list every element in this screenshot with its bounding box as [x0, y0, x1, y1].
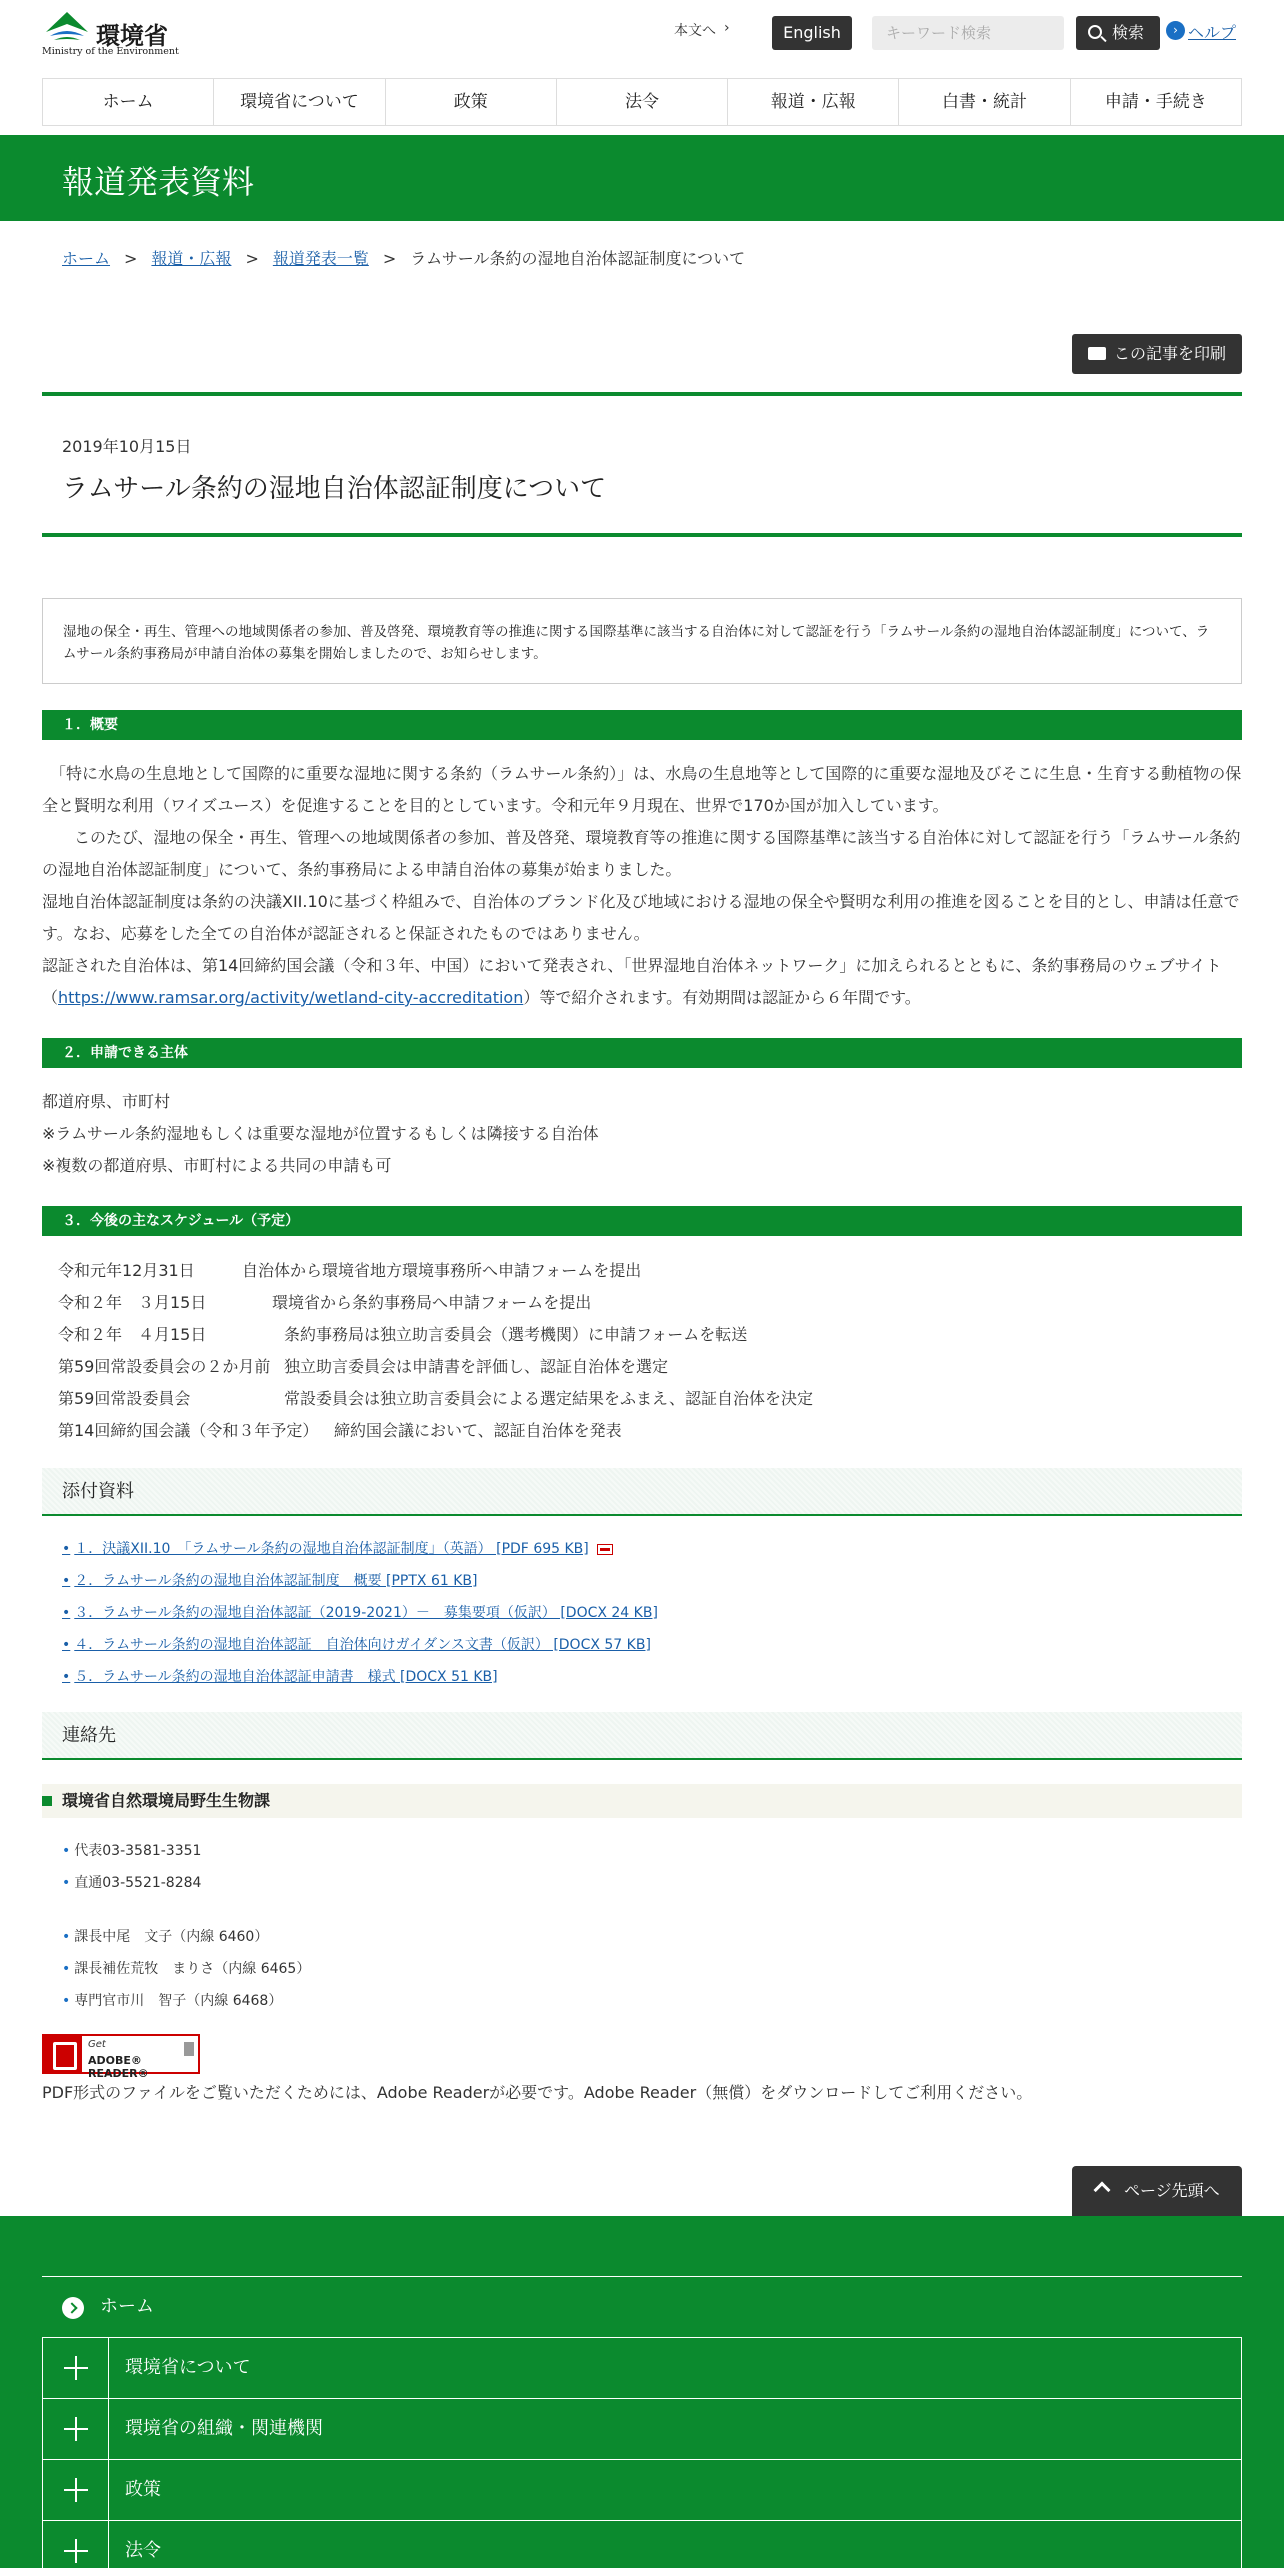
contact-heading: 連絡先: [42, 1712, 1242, 1760]
section-heading-schedule: ３．今後の主なスケジュール（予定）: [42, 1206, 1242, 1236]
schedule-when: 第14回締約国会議（令和３年予定）: [58, 1421, 319, 1440]
plus-icon[interactable]: [43, 2338, 109, 2398]
logo-english: Ministry of the Environment: [42, 46, 179, 57]
breadcrumb-separator: >: [245, 249, 259, 268]
printer-icon: [1088, 347, 1106, 360]
footer-item-policy[interactable]: [42, 2460, 1242, 2521]
plus-icon[interactable]: [43, 2460, 109, 2520]
schedule-when: 第59回常設委員会の２か月前: [58, 1357, 271, 1376]
help-link[interactable]: [1166, 20, 1236, 43]
contact-phone: • 直通03-5521-8284: [62, 1872, 201, 1892]
attachment-link[interactable]: • ５．ラムサール条約の湿地自治体認証申請書 様式 [DOCX 51 KB]: [62, 1666, 498, 1686]
leaf-logo-icon: [42, 10, 92, 46]
search-input[interactable]: [872, 16, 1064, 50]
footer-home-label: ホーム: [100, 2296, 154, 2317]
schedule-when: 令和元年12月31日: [58, 1261, 195, 1280]
breadcrumb-press[interactable]: 報道・広報: [151, 249, 232, 268]
eligible-line: ※複数の都道府県、市町村による共同の申請も可: [42, 1156, 392, 1175]
eligible-text: [42, 1086, 1242, 1182]
section-heading-eligible: ２．申請できる主体: [42, 1038, 1242, 1068]
overview-text: [42, 758, 1242, 1014]
chevron-circle-icon: [62, 2297, 84, 2319]
nav-item-about[interactable]: 環境省について: [213, 79, 384, 125]
overview-paragraph: [42, 950, 1242, 1014]
skip-to-content-link[interactable]: 本文へ: [674, 23, 716, 39]
search-button[interactable]: [1076, 16, 1160, 50]
attachment-label: １．決議XII.10 「ラムサール条約の湿地自治体認証制度」（英語） [PDF 695 KB]: [74, 1541, 589, 1557]
overview-text-part: 認証された自治体は、第14回締約国会議（令和３年、中国）において発表され、「世界湿地自治体ネットワーク」に加えられるとともに、条約事務局のウェブサイト（: [42, 956, 1222, 1007]
download-icon: [184, 2042, 194, 2056]
footer-item-label: 環境省の組織・関連機関: [125, 2418, 323, 2439]
schedule-row: [58, 1418, 622, 1441]
footer-nav: [42, 2276, 1242, 2568]
nav-item-home[interactable]: ホーム: [42, 79, 213, 125]
contact-phone: • 代表03-3581-3351: [62, 1840, 201, 1860]
page-top-label: ページ先頭へ: [1124, 2181, 1220, 2200]
breadcrumb-separator: >: [382, 249, 397, 268]
page-top-button[interactable]: [1072, 2166, 1242, 2216]
schedule-when: 第59回常設委員会: [58, 1389, 191, 1408]
schedule-what: 環境省から条約事務局へ申請フォームを提出: [272, 1293, 592, 1312]
logo-name: 環境省: [96, 21, 168, 50]
nav-item-stats[interactable]: 白書・統計: [898, 79, 1069, 125]
schedule-row: [58, 1386, 813, 1409]
nav-item-law[interactable]: 法令: [556, 79, 727, 125]
site-logo[interactable]: [42, 10, 182, 58]
footer-item-label: 環境省について: [125, 2357, 251, 2378]
contact-org: 環境省自然環境局野生生物課: [42, 1784, 1242, 1818]
chevron-right-icon: ›: [724, 20, 730, 36]
page-banner: [0, 135, 1284, 221]
footer-item-law[interactable]: [42, 2521, 1242, 2568]
adobe-reader-text: ADOBE® READER®: [88, 2054, 149, 2080]
overview-text-part: ）等で紹介されます。有効期間は認証から６年間です。: [523, 988, 921, 1007]
attachments-heading: 添付資料: [42, 1468, 1242, 1516]
attachment-link[interactable]: [62, 1538, 613, 1558]
footer-item-label: 法令: [125, 2540, 161, 2561]
banner-title: 報道発表資料: [62, 163, 255, 201]
contact-staff: • 課長補佐荒牧 まりさ（内線 6465）: [62, 1958, 310, 1978]
divider: [42, 392, 1242, 396]
footer-item-about[interactable]: [42, 2338, 1242, 2399]
search-button-label: 検索: [1112, 23, 1145, 42]
nav-item-application[interactable]: 申請・手続き: [1070, 79, 1242, 125]
schedule-when: 令和２年 ４月15日: [58, 1325, 207, 1344]
schedule-when: 令和２年 ３月15日: [58, 1293, 207, 1312]
adobe-note: PDF形式のファイルをご覧いただくためには、Adobe Readerが必要です。Adobe Reader（無償）をダウンロードしてご利用ください。: [42, 2083, 1033, 2102]
chevron-circle-icon: ›: [1166, 21, 1185, 40]
print-label: この記事を印刷: [1114, 344, 1227, 363]
lead-box: 湿地の保全・再生、管理への地域関係者の参加、普及啓発、環境教育等の推進に関する国際基準に該当する自治体に対して認証を行う「ラムサール条約の湿地自治体認証制度」について、ラムサール条約事務局が申請自治体の募集を開始しましたので、お知らせします。: [42, 598, 1242, 684]
nav-item-policy[interactable]: 政策: [385, 79, 556, 125]
footer-home-link[interactable]: [42, 2276, 1242, 2338]
divider: [42, 533, 1242, 537]
article-date: 2019年10月15日: [62, 437, 192, 456]
help-label: ヘルプ: [1188, 23, 1237, 42]
overview-paragraph: 湿地自治体認証制度は条約の決議XII.10に基づく枠組みで、自治体のブランド化及び地域における湿地の保全や賢明な利用の推進を図ることを目的とし、申請は任意です。なお、応募をした全ての自治体が認証されると保証されたものではありません。: [42, 892, 1240, 943]
global-nav: [42, 78, 1242, 126]
contact-staff: • 課長中尾 文子（内線 6460）: [62, 1926, 268, 1946]
section-heading-overview: １．概要: [42, 710, 1242, 740]
contact-staff: • 専門官市川 智子（内線 6468）: [62, 1990, 282, 2010]
schedule-what: 自治体から環境省地方環境事務所へ申請フォームを提出: [242, 1261, 642, 1280]
plus-icon[interactable]: [43, 2521, 109, 2568]
ramsar-link[interactable]: https://www.ramsar.org/activity/wetland-city-accreditation: [58, 988, 524, 1007]
overview-paragraph: このたび、湿地の保全・再生、管理への地域関係者の参加、普及啓発、環境教育等の推進に関する国際基準に該当する自治体に対して認証を行う「ラムサール条約の湿地自治体認証制度」について、条約事務局による申請自治体の募集が始まりました。: [42, 828, 1241, 879]
english-button[interactable]: English: [772, 16, 852, 50]
schedule-what: 条約事務局は独立助言委員会（選考機関）に申請フォームを転送: [284, 1325, 748, 1344]
adobe-get-text: Get: [88, 2039, 106, 2050]
breadcrumb-press-list[interactable]: 報道発表一覧: [272, 249, 369, 268]
pdf-icon: [597, 1544, 613, 1555]
schedule-what: 常設委員会は独立助言委員会による選定結果をふまえ、認証自治体を決定: [284, 1389, 813, 1408]
footer-item-label: 政策: [125, 2479, 161, 2500]
chevron-up-icon: [1094, 2182, 1111, 2199]
page-title: ラムサール条約の湿地自治体認証制度について: [62, 474, 607, 504]
nav-item-press[interactable]: 報道・広報: [727, 79, 898, 125]
breadcrumb-current: ラムサール条約の湿地自治体認証制度について: [410, 249, 746, 268]
breadcrumb-home[interactable]: ホーム: [62, 249, 111, 268]
eligible-line: 都道府県、市町村: [42, 1092, 171, 1111]
breadcrumb: [62, 246, 745, 269]
schedule-row: [58, 1354, 668, 1377]
adobe-reader-badge[interactable]: [42, 2034, 200, 2080]
attachment-link[interactable]: • ２．ラムサール条約の湿地自治体認証制度 概要 [PPTX 61 KB]: [62, 1570, 477, 1590]
schedule-what: 締約国会議において、認証自治体を発表: [334, 1421, 622, 1440]
breadcrumb-separator: >: [124, 249, 138, 268]
print-button[interactable]: [1072, 334, 1242, 374]
schedule-what: 独立助言委員会は申請書を評価し、認証自治体を選定: [284, 1357, 669, 1376]
schedule-row: [58, 1322, 747, 1345]
site-header: [0, 0, 1284, 70]
search-icon: [1088, 25, 1102, 39]
attachment-link[interactable]: • ３．ラムサール条約の湿地自治体認証（2019-2021）－ 募集要項（仮訳） [DOCX 24 KB]: [62, 1602, 658, 1622]
overview-paragraph: 「特に水鳥の生息地として国際的に重要な湿地に関する条約（ラムサール条約）」は、水鳥の生息地等として国際的に重要な湿地及びそこに生息・生育する動植物の保全と賢明な利用（ワイズユース）を促進することを目的としています。令和元年９月現在、世界で170か国が加入しています。: [42, 764, 1242, 815]
schedule-row: [58, 1290, 591, 1313]
attachment-link[interactable]: • ４．ラムサール条約の湿地自治体認証 自治体向けガイダンス文書（仮訳） [DOCX 57 KB]: [62, 1634, 651, 1654]
footer-item-organization[interactable]: [42, 2399, 1242, 2460]
eligible-line: ※ラムサール条約湿地もしくは重要な湿地が位置するもしくは隣接する自治体: [42, 1124, 599, 1143]
site-footer: [0, 2216, 1284, 2568]
schedule-row: [58, 1258, 641, 1281]
adobe-icon: [44, 2036, 82, 2072]
plus-icon[interactable]: [43, 2399, 109, 2459]
